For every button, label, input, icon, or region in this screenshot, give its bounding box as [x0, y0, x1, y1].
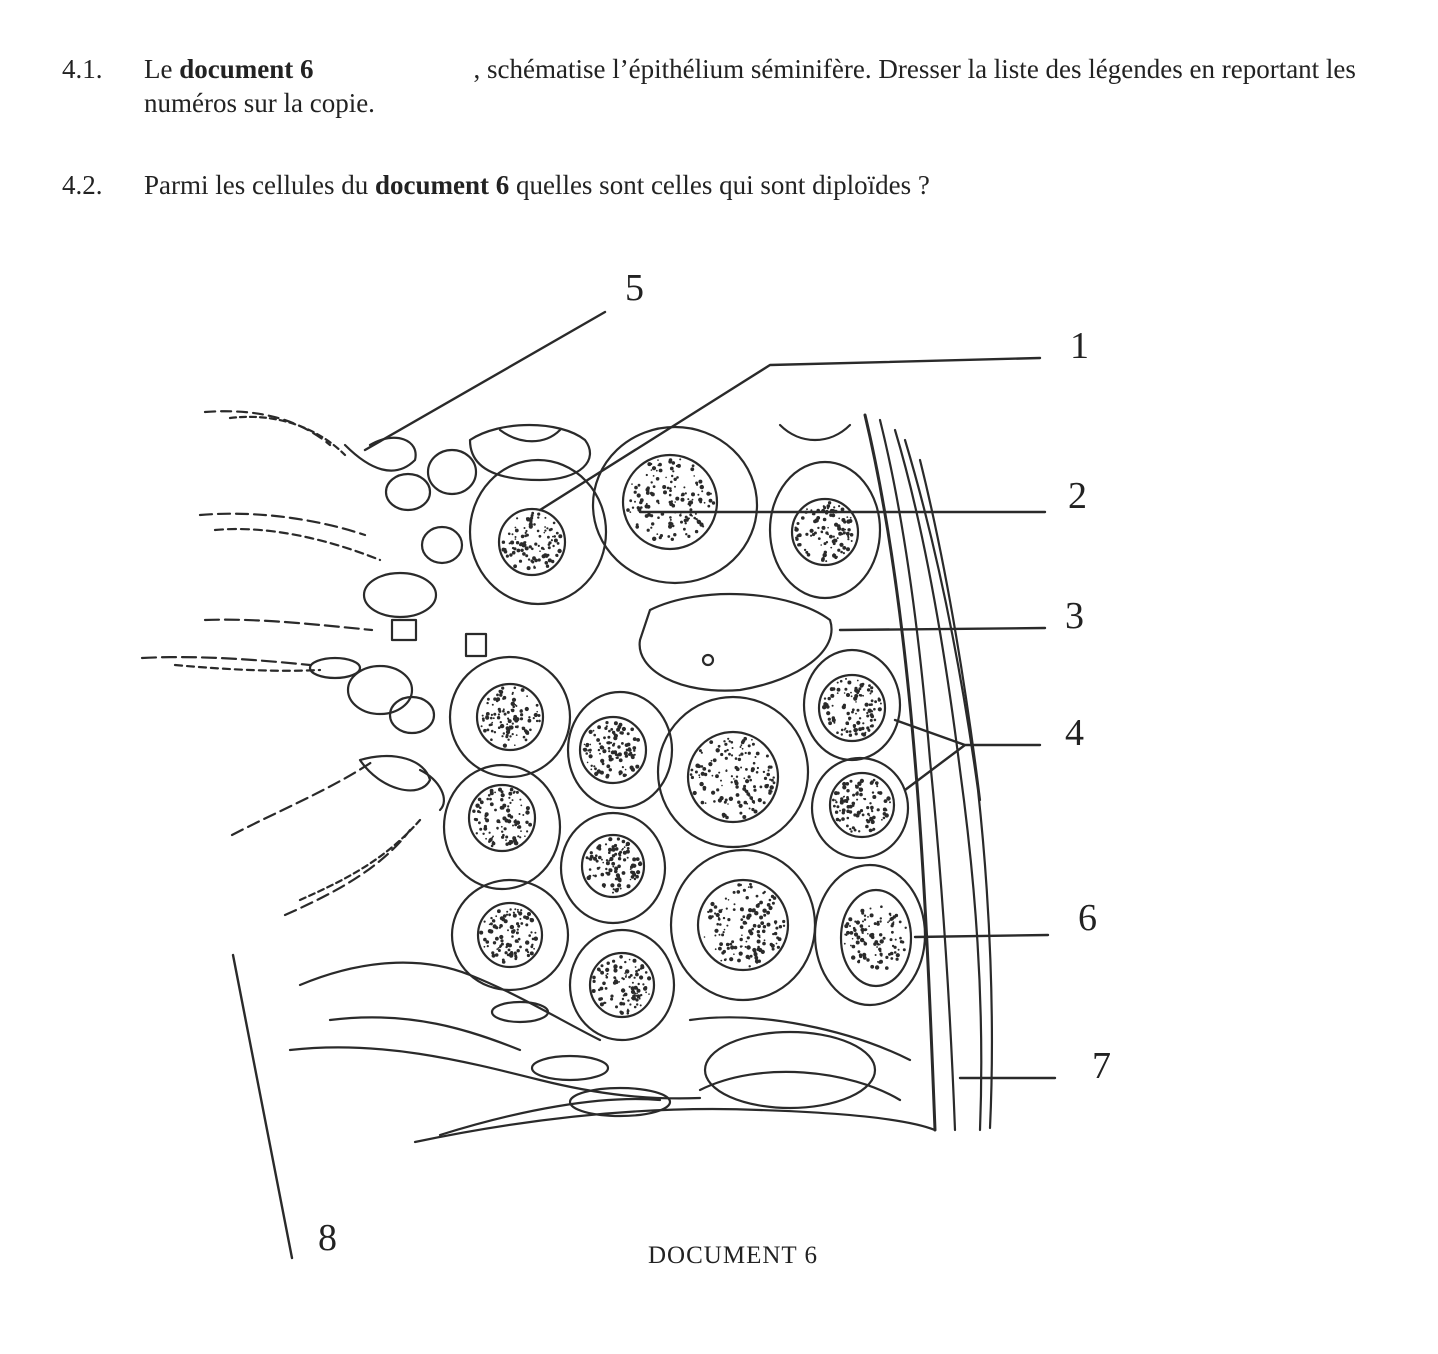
question-prefix: Parmi les cellules du	[144, 170, 375, 200]
question-suffix: , schématise l’épithélium séminifère. Dresser la liste des légendes en reportant les numéros sur la copie.	[144, 54, 1356, 118]
question-prefix: Le	[144, 54, 180, 84]
document-reference: document 6	[374, 170, 510, 200]
label-8: 8	[318, 1217, 337, 1259]
label-6: 6	[1078, 897, 1097, 939]
figure-caption: DOCUMENT 6	[648, 1242, 818, 1269]
question-number: 4.1.	[62, 54, 103, 84]
label-2: 2	[1068, 475, 1087, 517]
question-number: 4.2.	[62, 170, 103, 200]
question-suffix: quelles sont celles qui sont diploïdes ?	[509, 170, 930, 200]
label-1: 1	[1070, 325, 1089, 367]
label-3: 3	[1065, 595, 1084, 637]
label-5: 5	[625, 267, 644, 309]
document-reference: document 6	[179, 54, 314, 84]
label-4: 4	[1065, 712, 1084, 754]
label-7: 7	[1092, 1045, 1111, 1087]
